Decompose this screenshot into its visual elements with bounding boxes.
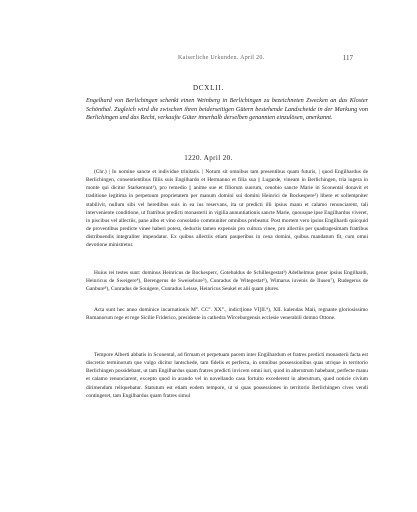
- date-line: 1220. April 20.: [184, 154, 233, 162]
- page-number: 117: [342, 54, 353, 62]
- paragraph-dating: [86, 306, 368, 322]
- paragraph: (Chr.) | In nomine sancte et individue trinitatis. | Notum sit omnibus tam presentibus quam futuris, | quod Engilhardus de Berlichingen, consentientibus filiis suis Engilhardo et Hermanno et filia sua || Lugarde, vineam in Berlichingen, tria iugera in monte qui dicitur Starkemunt¹), pro remedio || anime sue et filiorum suorum, cenobio sancte Marie in Sconental donavit et traditione legitima in perpetuum proprietatem per manum domini sui domini Heinrici de Bockespere²) libere et sollempniter stabilivit, nullum sibi vel heredibus suis in ea ius reservans, ita ut predicti illi ipsius manu et calamo renunciarent, tali interveniente conditione, ut fratribus predicti monasterii in vigilia annuntiationis sancte Marie, quousque ipse Engilhardus viveret, in piscibus vel allectiis, pane albo et vino consolatio communiter omnibus prebeatur. Post mortem vero ipsius Engilhardi quicquid de proventibus predicte vinee haberi potest, deductis tamen expensis pro cultura vinee, pro allectiis per quadragesimam fratribus distribuendis integraliter impendatur. Ex quibus allectiis etiam pauperibus in cena domini, quibus mandatum fit, cum omni devotione ministretur.: [86, 169, 368, 249]
- running-head: Kaiserliche Urkunden. April 20.: [178, 55, 265, 61]
- document-summary: Engelhard von Berlichingen schenkt einen Weinberg in Berlichingen zu bezeichneten Zwecken an das Kloster Schönthal. Zugleich wird die zwischen ihren beiderseitigen Gütern bestehende Landscheide in der Markung von Berlichingen und das Recht, verkaufte Güter innerhalb derselben genannten einzulösen, anerkannt.: [86, 97, 368, 122]
- document-number: DCXLII.: [192, 84, 225, 92]
- paragraph-witnesses: [86, 269, 368, 293]
- paragraph: Acta sunt hec anno dominice incarnationis M°. CC°. XX°., indict[ione VI]II.⁹), XII. kalendas Maii, regnante gloriosissimo Romanorum rege et rege Sicilie Friderico, presidente in cathedra Wirceburgensis ecclesie venerabili domno Ottone.: [86, 307, 368, 322]
- paragraph: Huius rei testes sunt: dominus Heinricus de Bockesperc, Gotebaldus de Schillesgestat³) Adelhelmus gener ipsius Engilhardi, Heinricus de Sweigere⁴), Berengerus de Sweisebure⁵), Cunradus de Witegestat⁶), Wimarus iuvenis de Ilusen⁷), Rudegerus de Ganbure⁸), Cunradus de Souigere, Cunradus Leisse, Heinricus Seukel et alii quam plures.: [86, 270, 368, 293]
- paragraph-charter-text: [86, 168, 368, 250]
- paragraph-boundary: [86, 351, 368, 400]
- paragraph: Tempore Alberti abbatis in Sconental, ad firmam et perpetuam pacem inter Engilhardum et fratres predicti monasterii facta est discretio terminorum que vulgo dicitur lantschede, tam fidelis et perfecta, in omnibus possessionibus quas utrique in territorio Berlichingen possidebant, ut tam Engilhardus quam fratres predicti invicem omni iuri, quod in alterutrum habebant, perfecte manu et calamo renunciarent, excepto quod in arando vel in novellando casu fortuito excederent in alterutrum, quod noticie civium dirimendum reliquebatur. Statutum est etiam eodem tempore, ut si quas possessiones in territorio Berlichingen cives vendi contingeret, tam Engilhardus quam fratres simul: [86, 352, 368, 399]
